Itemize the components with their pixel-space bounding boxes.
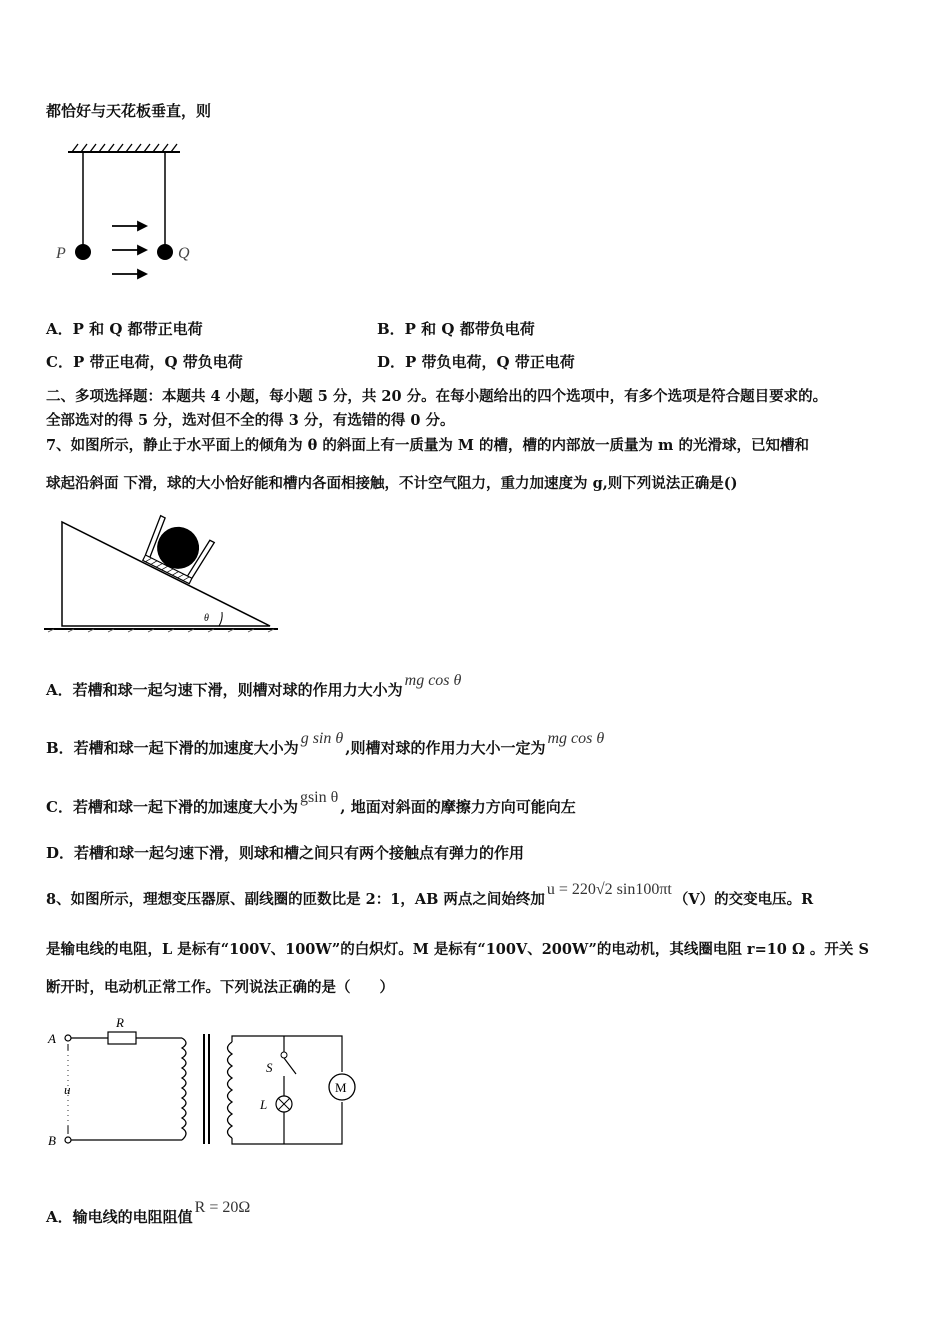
q8-option-a-math: R = 20Ω — [194, 1199, 251, 1216]
q7-label-theta: θ — [204, 613, 209, 624]
q6-option-c: C．P 带正电荷，Q 带负电荷 — [46, 353, 243, 371]
q8-label-b: B — [48, 1133, 56, 1148]
q7-option-c-text2: , 地面对斜面的摩擦力方向可能向左 — [340, 798, 576, 816]
q8-stem-line1 — [46, 881, 814, 910]
q6-stem-tail: 都恰好与天花板垂直，则 — [46, 102, 212, 120]
q7-option-c — [46, 789, 576, 818]
q7-stem-line1: 7、如图所示，静止于水平面上的倾角为 θ 的斜面上有一质量为 M 的槽，槽的内部放一质量为 m 的光滑球，已知槽和 — [46, 437, 809, 454]
q7-option-c-text1: C．若槽和球一起下滑的加速度大小为 — [46, 798, 298, 816]
q8-figure — [44, 1012, 364, 1152]
q7-figure — [44, 508, 280, 636]
q7-option-d: D．若槽和球一起匀速下滑，则球和槽之间只有两个接触点有弹力的作用 — [46, 844, 525, 862]
section2-line1: 二、多项选择题：本题共 4 小题，每小题 5 分，共 20 分。在每小题给出的四个选项中，有多个选项是符合题目要求的。 — [46, 388, 828, 405]
q8-option-a-text: A．输电线的电阻阻值 — [46, 1208, 193, 1226]
q7-option-a-text: A．若槽和球一起匀速下滑，则槽对球的作用力大小为 — [46, 681, 403, 699]
q8-stem-line2: 是输电线的电阻，L 是标有“100V、100W”的白炽灯。M 是标有“100V、200W”的电动机，其线圈电阻 r=10 Ω 。开关 S — [46, 941, 869, 958]
q8-label-s: S — [266, 1060, 273, 1075]
q7-option-a-math: mg cos θ — [404, 672, 462, 689]
q7-option-b-text2: ,则槽对球的作用力大小一定为 — [345, 739, 546, 757]
q7-option-b-text1: B．若槽和球一起下滑的加速度大小为 — [46, 739, 299, 757]
q7-stem-line2: 球起沿斜面 下滑，球的大小恰好能和槽内各面相接触，不计空气阻力，重力加速度为 g,则下列说法正确是() — [46, 475, 738, 492]
q8-stem-line3: 断开时，电动机正常工作。下列说法正确的是（ ） — [46, 979, 394, 996]
q8-label-m: M — [335, 1080, 347, 1095]
q8-label-a: A — [48, 1031, 56, 1046]
q6-option-a: A．P 和 Q 都带正电荷 — [46, 320, 203, 338]
q7-option-b — [46, 730, 606, 759]
section2-line2: 全部选对的得 5 分，选对但不全的得 3 分，有选错的得 0 分。 — [46, 412, 455, 429]
q6-label-p: P — [56, 245, 66, 262]
q7-option-b-math1: g sin θ — [300, 730, 344, 747]
q8-label-u: u — [64, 1082, 71, 1097]
q7-option-b-math2: mg cos θ — [547, 730, 605, 747]
q8-stem-line1-text: 8、如图所示，理想变压器原、副线圈的匝数比是 2：1，AB 两点之间始终加 — [46, 891, 545, 908]
q6-figure — [50, 140, 220, 280]
q6-option-d: D．P 带负电荷，Q 带正电荷 — [377, 353, 575, 371]
q8-stem-line1-tail: （V）的交变电压。R — [673, 891, 814, 908]
q8-voltage-expression: u = 220√2 sin100πt — [546, 881, 672, 898]
q7-option-a — [46, 672, 463, 701]
q8-option-a — [46, 1199, 252, 1228]
q6-label-q: Q — [178, 245, 190, 262]
q7-option-c-math: gsin θ — [299, 789, 339, 806]
q8-label-r: R — [116, 1015, 124, 1030]
q8-label-l: L — [260, 1097, 268, 1112]
q6-option-b: B．P 和 Q 都带负电荷 — [377, 320, 535, 338]
